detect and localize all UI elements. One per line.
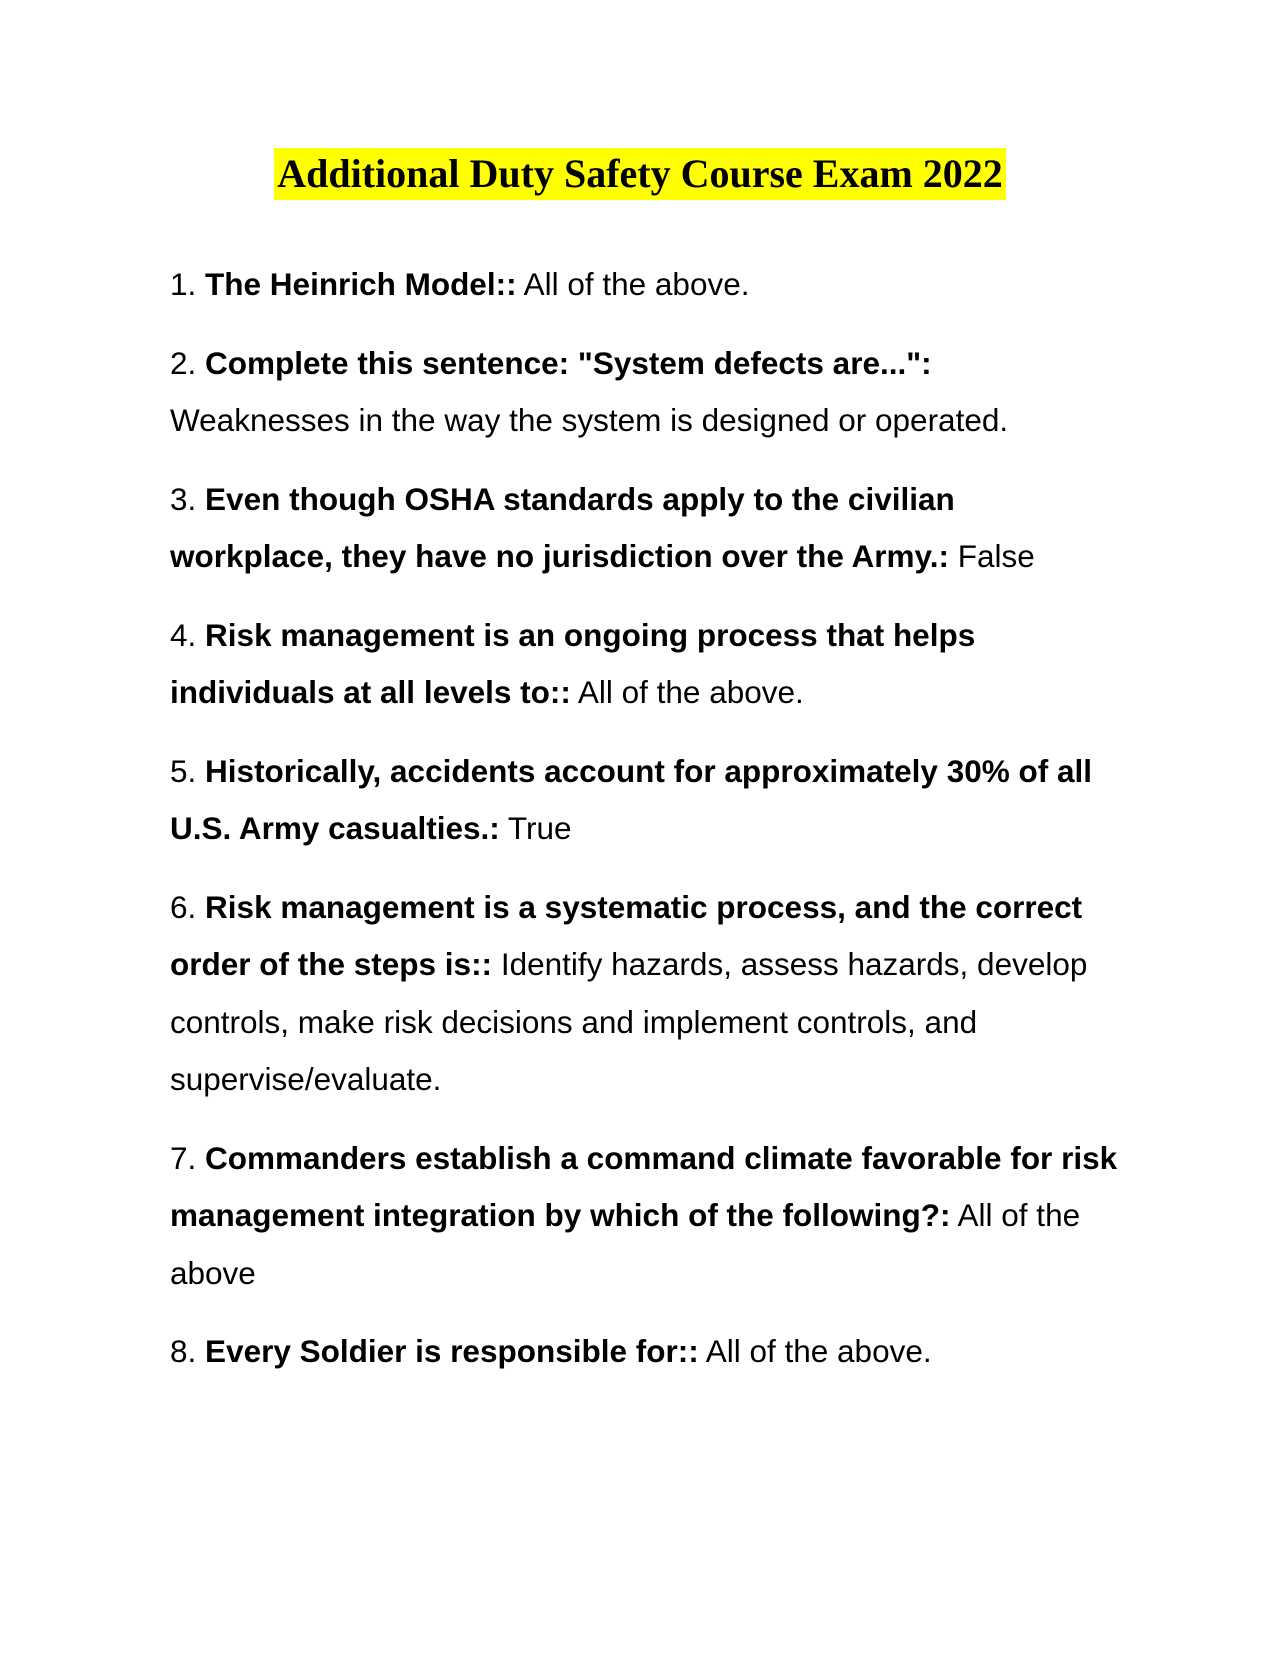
question-text: Risk management is a systematic process, and the correct order of the steps is:: [170, 888, 1083, 982]
question-item [170, 1130, 1120, 1303]
question-text: Commanders establish a command climate favorable for risk management integration by which of the following?: [170, 1139, 1118, 1233]
answer-text: Identify hazards, assess hazards, develop controls, make risk decisions and implement controls, and supervise/evaluate. [170, 946, 1088, 1097]
item-number: 6. [170, 888, 197, 925]
item-number: 7. [170, 1139, 197, 1176]
item-number: 3. [170, 480, 197, 517]
question-text: Complete this sentence: "System defects are...": [205, 344, 932, 381]
answer-text: All of the above. [577, 674, 804, 710]
answer-text: False [957, 538, 1035, 574]
item-number: 2. [170, 344, 197, 381]
question-item [170, 879, 1120, 1109]
question-item [170, 607, 1120, 722]
item-number: 4. [170, 616, 197, 653]
question-text: The Heinrich Model:: [205, 266, 517, 302]
item-number: 8. [170, 1333, 197, 1369]
question-item [170, 256, 1120, 314]
answer-text: All of the above. [705, 1333, 932, 1369]
answer-text: All of the above. [523, 266, 750, 302]
question-text: Risk management is an ongoing process that helps individuals at all levels to:: [170, 616, 976, 710]
question-item [170, 335, 1120, 450]
title-container [0, 148, 1280, 200]
question-item [170, 1323, 1120, 1381]
page-title: Additional Duty Safety Course Exam 2022 [274, 148, 1006, 200]
question-list [170, 256, 1120, 1402]
answer-text: All of the above [170, 1197, 1081, 1291]
answer-text: True [507, 810, 572, 846]
question-item [170, 743, 1120, 858]
question-text: Every Soldier is responsible for:: [205, 1333, 699, 1369]
question-text: Even though OSHA standards apply to the civilian workplace, they have no jurisdiction over the Army.: [170, 480, 955, 574]
answer-text: Weaknesses in the way the system is designed or operated. [170, 402, 1009, 438]
item-number: 1. [170, 266, 197, 302]
question-item [170, 471, 1120, 586]
question-text: Historically, accidents account for approximately 30% of all U.S. Army casualties.: [170, 752, 1092, 846]
item-number: 5. [170, 752, 197, 789]
